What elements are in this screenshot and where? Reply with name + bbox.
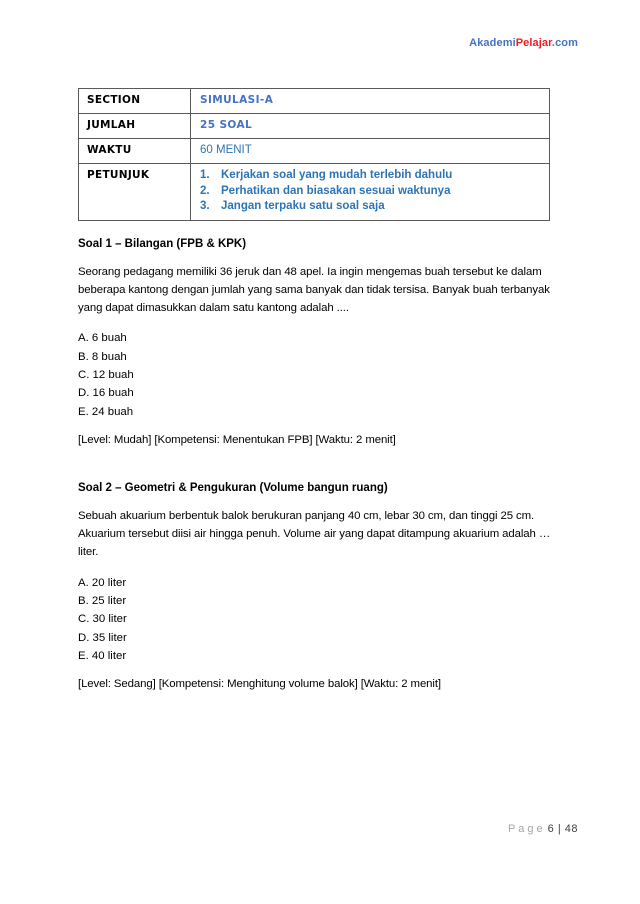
petunjuk-label: PETUNJUK <box>79 164 191 221</box>
petunjuk-item-number: 3. <box>200 200 210 212</box>
question-1 <box>78 238 570 446</box>
question-body-line: Akuarium tersebut diisi air hingga penuh. Volume air yang dapat ditampung akuarium adalah … <box>78 528 551 541</box>
jumlah-value: 25 SOAL <box>191 114 550 139</box>
question-2 <box>78 482 570 690</box>
petunjuk-item-2 <box>200 184 541 200</box>
question-body-line: yang dapat dimasukkan dalam satu kantong adalah .... <box>78 302 349 315</box>
brand-suffix: .com <box>551 37 578 49</box>
question-body-line: liter. <box>78 546 99 559</box>
petunjuk-item-number: 2. <box>200 184 210 197</box>
footer-page-word: Page <box>507 823 546 835</box>
option-a: A. 20 liter <box>78 576 127 589</box>
table-row-waktu <box>79 139 550 164</box>
table-row-petunjuk <box>79 164 550 221</box>
question-1-body <box>78 263 570 318</box>
question-2-meta: [Level: Sedang] [Kompetensi: Menghitung volume balok] [Waktu: 2 menit] <box>78 678 441 691</box>
question-1-heading: Soal 1 – Bilangan (FPB & KPK) <box>78 237 247 250</box>
petunjuk-item-number: 1. <box>200 169 210 181</box>
petunjuk-list <box>191 164 550 221</box>
jumlah-label: JUMLAH <box>79 114 191 139</box>
option-e: E. 40 liter <box>78 649 127 662</box>
brand-name-pelajar: Pelajar <box>515 37 552 49</box>
question-body-line: Sebuah akuarium berbentuk balok berukuran panjang 40 cm, lebar 30 cm, dan tinggi 25 cm. <box>78 509 535 522</box>
question-2-options <box>78 574 570 665</box>
petunjuk-item-text: Kerjakan soal yang mudah terlebih dahulu <box>221 169 453 181</box>
option-b: B. 8 buah <box>78 350 127 363</box>
option-d: D. 35 liter <box>78 631 127 644</box>
petunjuk-item-text: Perhatikan dan biasakan sesuai waktunya <box>221 184 451 197</box>
option-c: C. 12 buah <box>78 368 134 381</box>
section-label: SECTION <box>79 89 191 114</box>
question-2-heading: Soal 2 – Geometri & Pengukuran (Volume bangun ruang) <box>78 481 388 494</box>
option-a: A. 6 buah <box>78 332 127 345</box>
footer-page-number: 6 | 48 <box>547 823 578 835</box>
option-d: D. 16 buah <box>78 387 134 400</box>
brand-name-akademi: Akademi <box>469 37 516 49</box>
question-1-meta: [Level: Mudah] [Kompetensi: Menentukan FPB] [Waktu: 2 menit] <box>78 433 396 446</box>
question-1-options <box>78 329 570 420</box>
option-e: E. 24 buah <box>78 405 134 418</box>
document-content <box>78 88 570 690</box>
page-footer <box>508 823 578 835</box>
petunjuk-item-1 <box>200 168 541 184</box>
option-b: B. 25 liter <box>78 595 127 608</box>
petunjuk-item-3 <box>200 199 541 215</box>
exam-info-table <box>78 88 550 221</box>
question-body-line: Seorang pedagang memiliki 36 jeruk dan 48 apel. Ia ingin mengemas buah tersebut ke dalam <box>78 265 542 278</box>
question-body-line: beberapa kantong dengan jumlah yang sama banyak dan tidak tersisa. Banyak buah terbanyak <box>78 283 550 296</box>
waktu-label: WAKTU <box>79 139 191 164</box>
table-row-section <box>79 89 550 114</box>
table-row-jumlah <box>79 114 550 139</box>
page-header-brand <box>469 37 578 49</box>
waktu-value: 60 MENIT <box>191 139 550 164</box>
petunjuk-item-text: Jangan terpaku satu soal saja <box>221 200 385 212</box>
section-value: SIMULASI-A <box>191 89 550 114</box>
option-c: C. 30 liter <box>78 613 127 626</box>
question-2-body <box>78 507 570 562</box>
